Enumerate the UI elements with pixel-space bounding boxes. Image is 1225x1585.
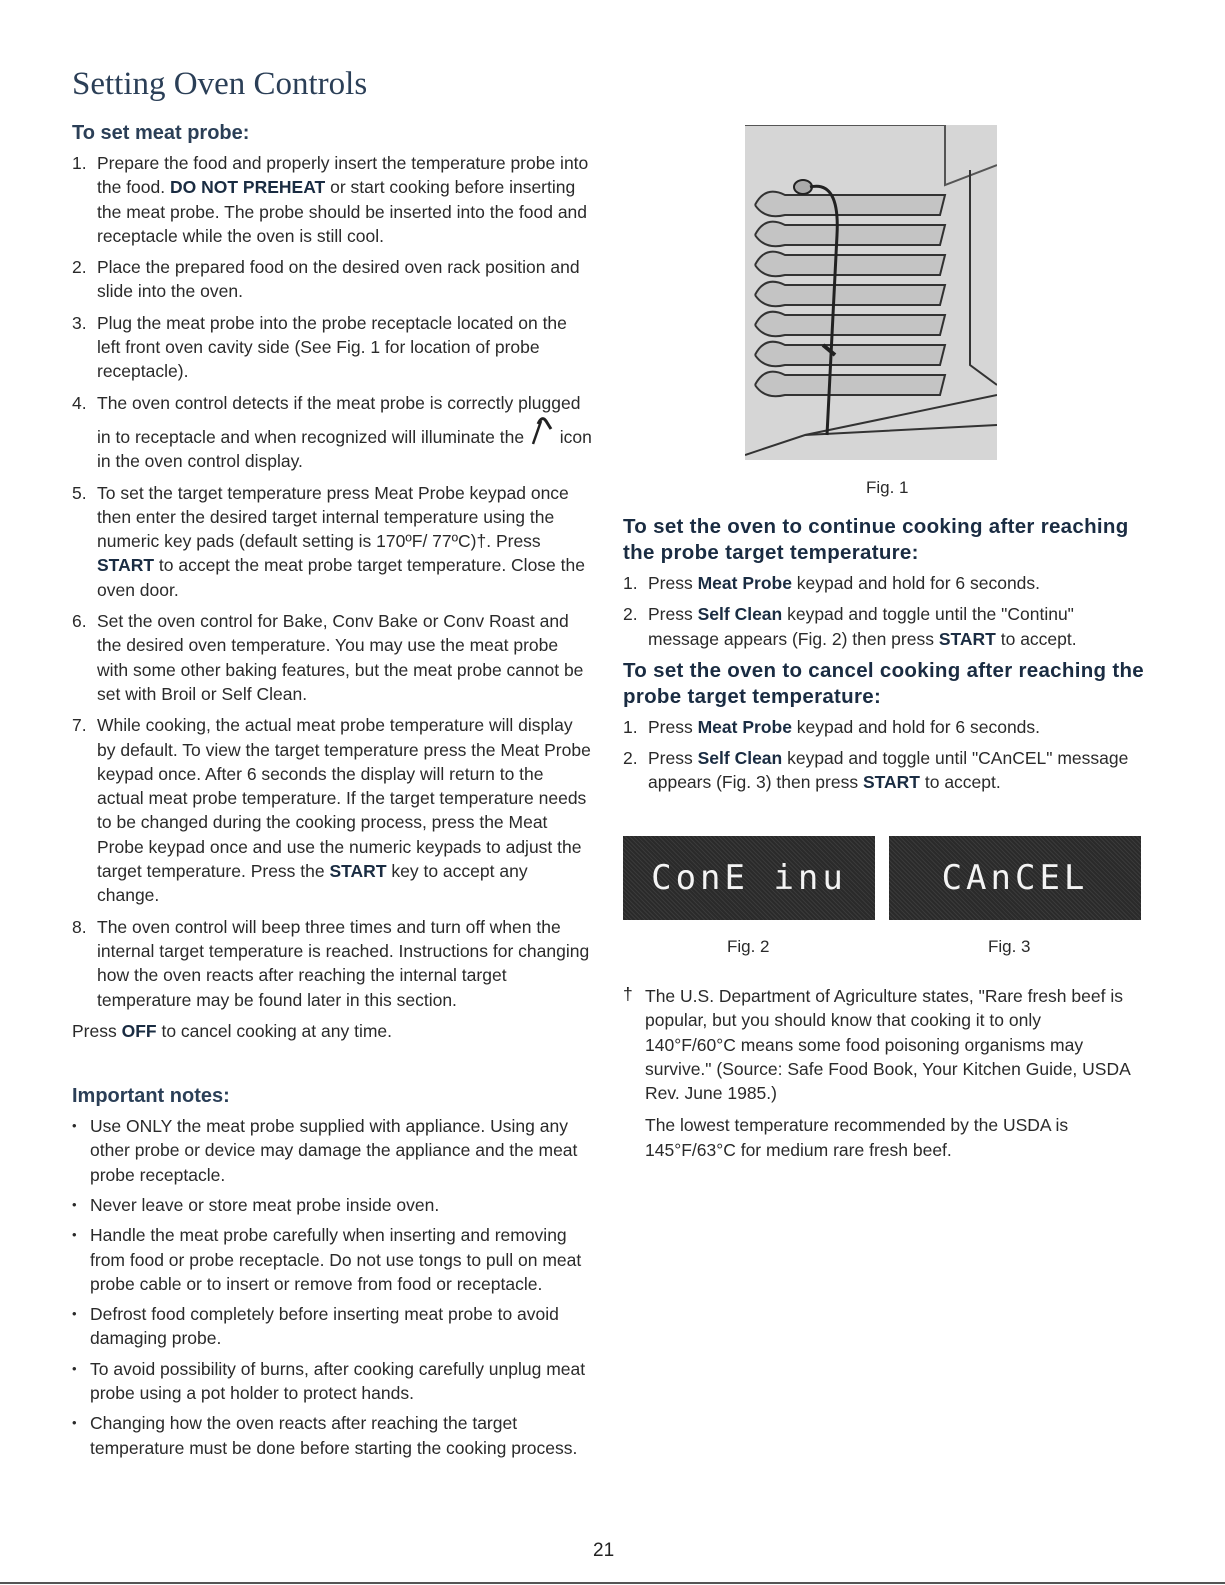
meat-probe-steps (72, 151, 592, 1012)
continue-heading: To set the oven to continue cooking after reaching the probe target temperature: (623, 515, 1129, 564)
cancel-steps (623, 715, 1148, 795)
step-item: 1. Press Meat Probe keypad and hold for 6 seconds. (623, 573, 1041, 593)
oven-cavity-figure (745, 125, 997, 460)
fig3-caption: Fig. 3 (988, 937, 1031, 956)
fig1-caption: Fig. 1 (866, 478, 909, 497)
dagger-mark: † (623, 984, 633, 1004)
right-column (623, 514, 1148, 802)
page-bottom-rule (0, 1582, 1225, 1584)
footnote-paragraph: The lowest temperature recommended by the USDA is 145°F/63°C for medium rare fresh beef. (645, 1115, 1069, 1160)
note-item: • Handle the meat probe carefully when inserting and removing from food or probe receptacle. Do not use tongs to pull on meat probe cable or to insert or remove from food or receptacle. (72, 1223, 592, 1296)
page-title: Setting Oven Controls (72, 66, 368, 102)
step-item: 6. Set the oven control for Bake, Conv Bake or Conv Roast and the desired oven temperature. You may use the meat probe with some other baking features, but the meat probe cannot be set with Broil or Self Clean. (72, 611, 584, 704)
continue-steps (623, 571, 1148, 651)
step-item: 4. The oven control detects if the meat probe is correctly plugged in to receptacle and when recognized will illuminate the icon in the oven control display. (72, 392, 592, 472)
continue-display (623, 836, 875, 920)
left-column (72, 120, 592, 1466)
important-notes-list (72, 1114, 592, 1460)
step-item: 2. Press Self Clean keypad and toggle until "CAnCEL" message appears (Fig. 3) then press START to accept. (623, 748, 1129, 793)
continue-display-text: ConE inu (651, 858, 847, 898)
note-item: • To avoid possibility of burns, after cooking carefully unplug meat probe using a pot holder to protect hands. (72, 1357, 592, 1406)
usda-footnote (623, 984, 1133, 1170)
cancel-note: Press OFF to cancel cooking at any time. (72, 1020, 393, 1041)
note-item: • Use ONLY the meat probe supplied with appliance. Using any other probe or device may damage the appliance and the meat probe receptacle. (72, 1114, 592, 1187)
note-item: • Never leave or store meat probe inside oven. (72, 1193, 592, 1217)
step-item: 2. Press Self Clean keypad and toggle until the "Continu" message appears (Fig. 2) then press START to accept. (623, 604, 1077, 649)
cancel-display-text: CAnCEL (941, 858, 1089, 898)
note-item: • Changing how the oven reacts after reaching the target temperature must be done before starting the cooking process. (72, 1411, 592, 1460)
page-number: 21 (593, 1540, 615, 1561)
footnote-paragraph: The U.S. Department of Agriculture states, "Rare fresh beef is popular, but you should know that cooking it to only 140°F/60°C means some food poisoning organisms may survive." (Source: Safe Food Book, Your Kitchen Guide, USDA Rev. June 1985.) (645, 986, 1130, 1104)
cancel-heading: To set the oven to cancel cooking after reaching the probe target temperature: (623, 658, 1144, 708)
fig2-caption: Fig. 2 (727, 937, 770, 956)
meat-probe-icon (529, 415, 555, 445)
step-item: 5. To set the target temperature press Meat Probe keypad once then enter the desired target internal temperature using the numeric key pads (default setting is 170ºF/ 77ºC)†. Press START to accept the meat probe target temperature. Close the oven door. (72, 482, 585, 600)
step-item: 7. While cooking, the actual meat probe temperature will display by default. To view the target temperature press the Meat Probe keypad once. After 6 seconds the display will return to the actual meat probe temperature. If the target temperature needs to be changed during the cooking process, press the Meat Probe keypad once and use the numeric keypads to adjust the target temperature. Press the START key to accept any change. (72, 715, 591, 906)
oven-rack-illustration (745, 125, 997, 460)
step-item: 1. Prepare the food and properly insert the temperature probe into the food. DO NOT PREHEAT or start cooking before inserting the meat probe. The probe should be inserted into the food and receptacle while the oven is still cool. (72, 153, 589, 246)
note-item: • Defrost food completely before inserting meat probe to avoid damaging probe. (72, 1302, 592, 1351)
cancel-display (889, 836, 1141, 920)
meat-probe-heading: To set meat probe: (72, 122, 250, 144)
important-notes-heading: Important notes: (72, 1085, 230, 1108)
step-item: 2. Place the prepared food on the desired oven rack position and slide into the oven. (72, 257, 580, 302)
step-item: 8. The oven control will beep three times and turn off when the internal target temperature is reached. Instructions for changing how the oven reacts after reaching the internal target temperature may be found later in this section. (72, 916, 590, 1010)
step-item: 1. Press Meat Probe keypad and hold for 6 seconds. (623, 716, 1041, 737)
step-item: 3. Plug the meat probe into the probe receptacle located on the left front oven cavity side (See Fig. 1 for location of probe receptacle). (72, 312, 567, 382)
